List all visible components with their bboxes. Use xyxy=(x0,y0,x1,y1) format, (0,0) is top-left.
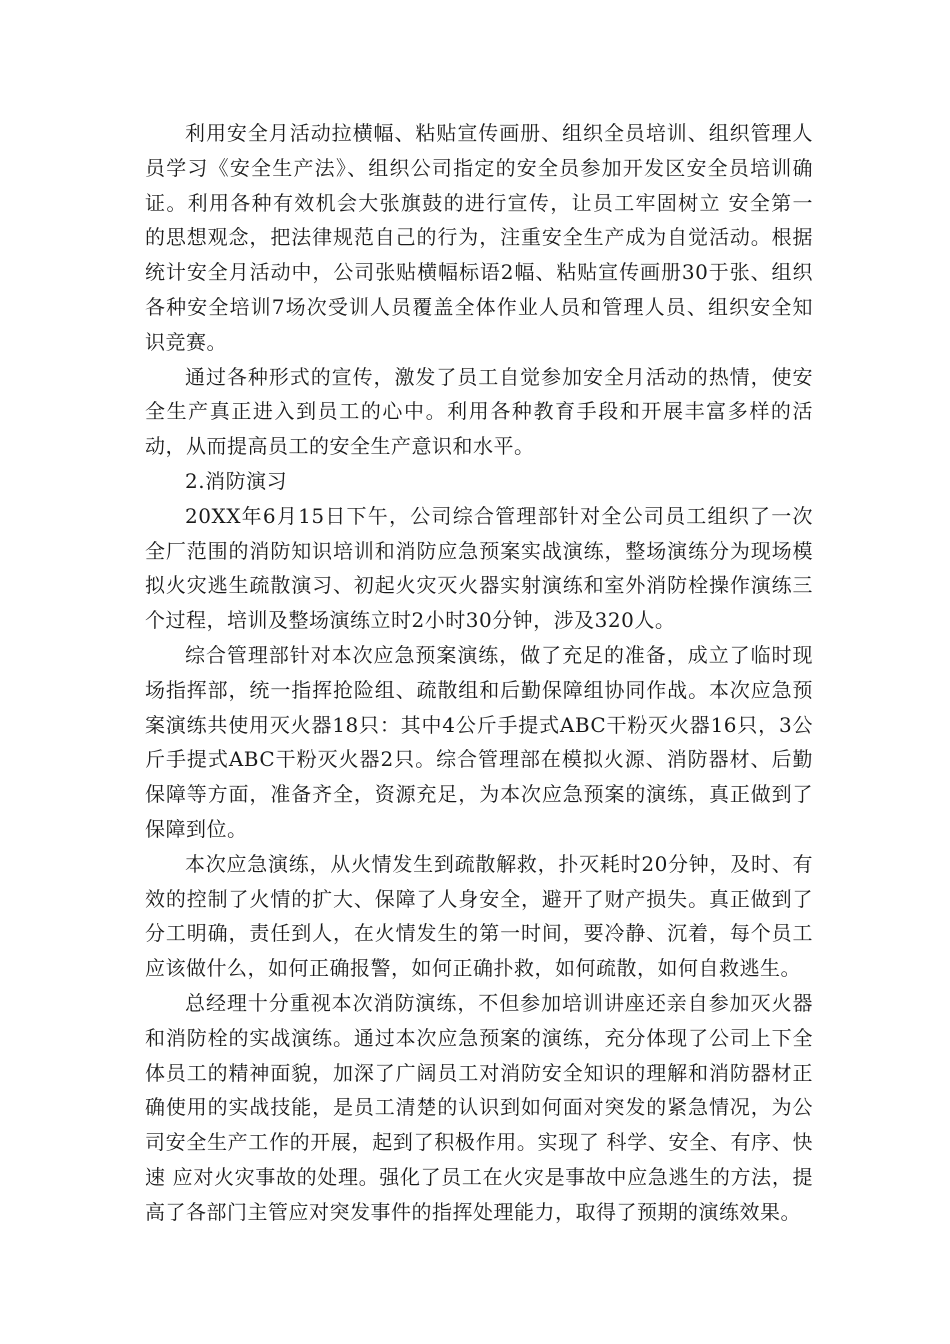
paragraph-safety-month-activities: 利用安全月活动拉横幅、粘贴宣传画册、组织全员培训、组织管理人员学习《安全生产法》、组织公司指定的安全员参加开发区安全员培训确证。利用各种有效机会大张旗鼓的进行宣传，让员工牢固树立 安全第一 的思想观念，把法律规范自己的行为，注重安全生产成为自觉活动。根据统计安全月活动中，公司张贴横幅标语2幅、粘贴宣传画册30于张、组织各种安全培训7场次受训人员覆盖全体作业人员和管理人员、组织安全知识竞赛。 xyxy=(145,121,813,354)
paragraph-drill-summary: 总经理十分重视本次消防演练，不但参加培训讲座还亲自参加灭火器和消防栓的实战演练。通过本次应急预案的演练，充分体现了公司上下全体员工的精神面貌，加深了广阔员工对消防安全知识的理解和消防器材正确使用的实战技能，是员工清楚的认识到如何面对突发的紧急情况，为公司安全生产工作的开展，起到了积极作用。实现了 科学、安全、有序、快速 应对火灾事故的处理。强化了员工在火灾是事故中应急逃生的方法，提高了各部门主管应对突发事件的指挥处理能力，取得了预期的演练效果。 xyxy=(145,990,813,1224)
paragraph-drill-overview: 20XX年6月15日下午，公司综合管理部针对全公司员工组织了一次全厂范围的消防知识培训和消防应急预案实战演练，整场演练分为现场模拟火灾逃生疏散演习、初起火灾灭火器实射演练和室外消防栓操作演练三个过程，培训及整场演练立时2小时30分钟，涉及320人。 xyxy=(145,503,813,633)
document-body xyxy=(145,116,813,1230)
paragraph-safety-awareness: 通过各种形式的宣传，激发了员工自觉参加安全月活动的热情，使安全生产真正进入到员工的心中。利用各种教育手段和开展丰富多样的活动，从而提高员工的安全生产意识和水平。 xyxy=(145,364,813,459)
section-heading-fire-drill: 2.消防演习 xyxy=(185,468,288,493)
paragraph-drill-preparation: 综合管理部针对本次应急预案演练，做了充足的准备，成立了临时现场指挥部，统一指挥抢险组、疏散组和后勤保障组协同作战。本次应急预案演练共使用灭火器18只：其中4公斤手提式ABC干粉灭火器16只，3公斤手提式ABC干粉灭火器2只。综合管理部在模拟火源、消防器材、后勤保障等方面，准备齐全，资源充足，为本次应急预案的演练，真正做到了保障到位。 xyxy=(145,642,813,841)
paragraph-drill-result: 本次应急演练，从火情发生到疏散解救，扑灭耗时20分钟，及时、有效的控制了火情的扩大、保障了人身安全，避开了财产损失。真正做到了分工明确，责任到人，在火情发生的第一时间，要冷静、沉着，每个员工应该做什么，如何正确报警，如何正确扑救，如何疏散，如何自救逃生。 xyxy=(145,851,813,981)
